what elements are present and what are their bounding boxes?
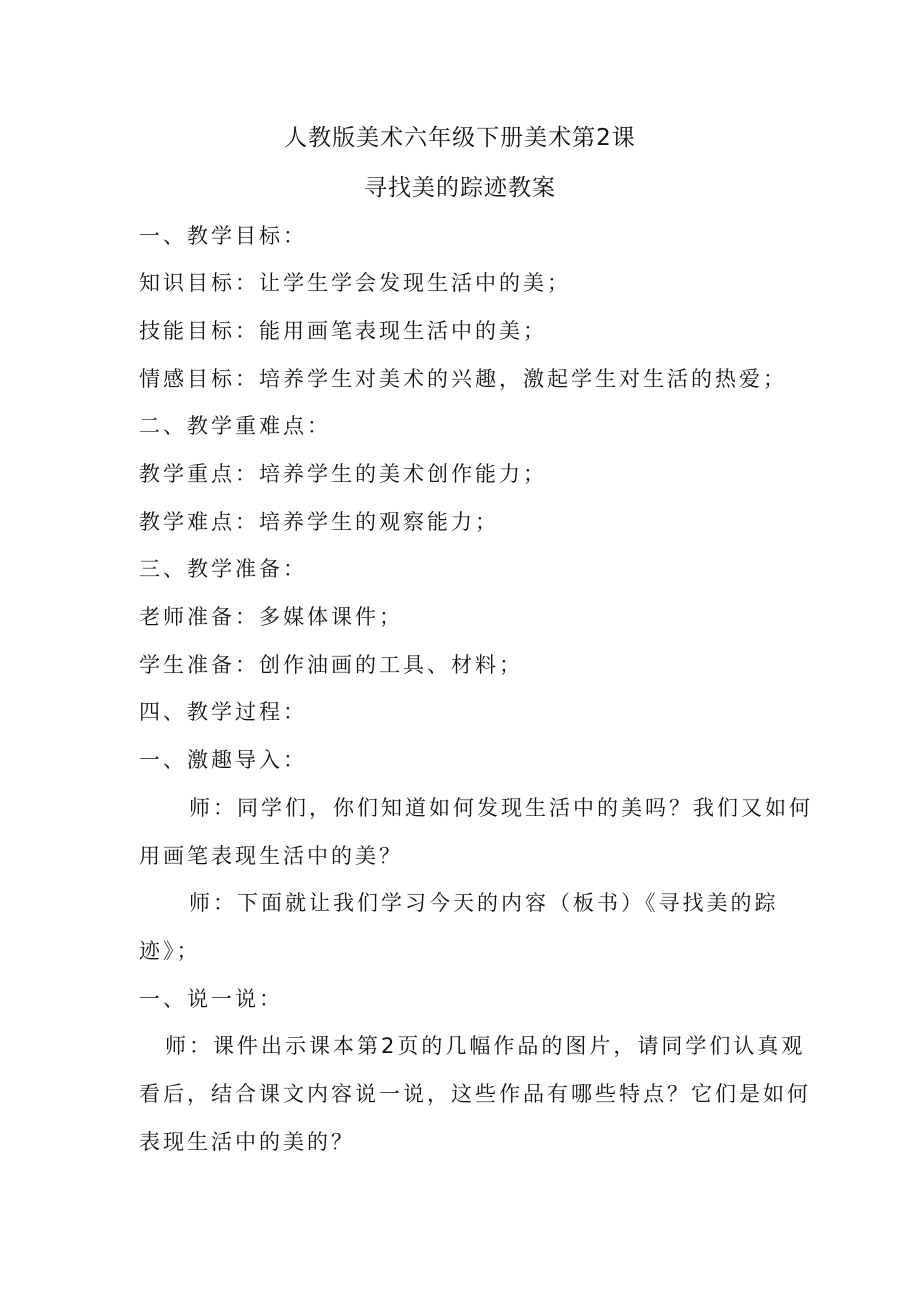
paragraph-teacher-line-2a: 师：下面就让我们学习今天的内容（板书）《寻找美的踪 xyxy=(189,891,779,915)
paragraph-skill-objective: 技能目标：能用画笔表现生活中的美； xyxy=(139,319,547,343)
section-heading-objectives: 一、教学目标： xyxy=(139,224,307,248)
section-heading-preparation: 三、教学准备： xyxy=(139,557,307,581)
paragraph-key-point: 教学重点：培养学生的美术创作能力； xyxy=(139,462,547,486)
document-subtitle: 寻找美的踪迹教案 xyxy=(364,175,556,201)
paragraph-teacher-line-2b: 迹》； xyxy=(139,939,201,963)
subsection-heading-intro: 一、激趣导入： xyxy=(139,748,307,772)
paragraph-teacher-line-1b: 用画笔表现生活中的美？ xyxy=(139,844,403,868)
paragraph-student-preparation: 学生准备：创作油画的工具、材料； xyxy=(139,653,523,677)
paragraph-teacher-line-3b: 看后，结合课文内容说一说，这些作品有哪些特点？它们是如何 xyxy=(139,1082,811,1106)
paragraph-knowledge-objective: 知识目标：让学生学会发现生活中的美； xyxy=(139,271,571,295)
paragraph-teacher-preparation: 老师准备：多媒体课件； xyxy=(139,605,403,629)
paragraph-teacher-line-3a: 师：课件出示课本第2页的几幅作品的图片，请同学们认真观 xyxy=(165,1034,806,1058)
document-title: 人教版美术六年级下册美术第2课 xyxy=(284,125,636,151)
section-heading-process: 四、教学过程： xyxy=(139,700,307,724)
section-heading-key-points: 二、教学重难点： xyxy=(139,414,331,438)
paragraph-teacher-line-1a: 师：同学们，你们知道如何发现生活中的美吗？我们又如何 xyxy=(189,796,813,820)
paragraph-emotion-objective: 情感目标：培养学生对美术的兴趣，激起学生对生活的热爱； xyxy=(139,367,787,391)
subsection-heading-discuss: 一、说一说： xyxy=(139,987,283,1011)
paragraph-difficult-point: 教学难点：培养学生的观察能力； xyxy=(139,510,499,534)
paragraph-teacher-line-3c: 表现生活中的美的？ xyxy=(139,1130,355,1154)
